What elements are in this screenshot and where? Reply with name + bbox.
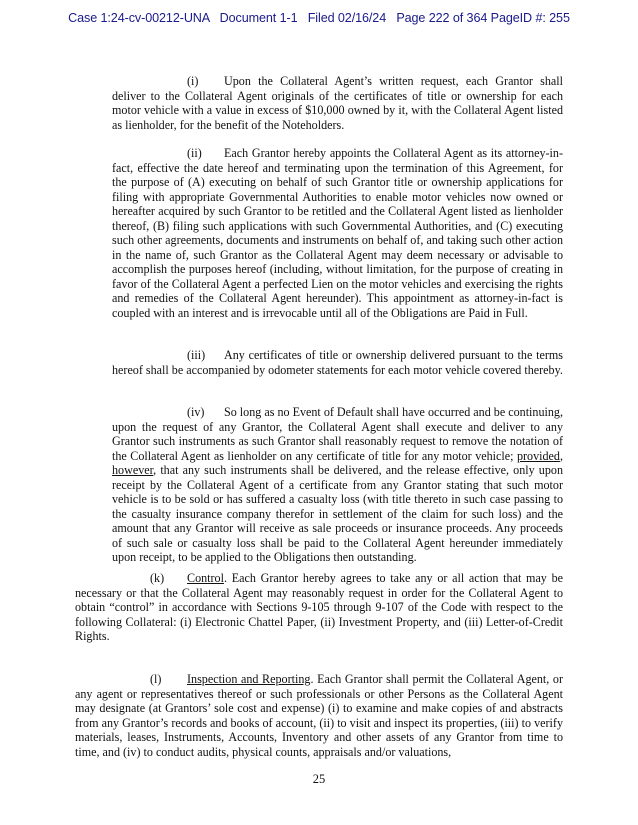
section-number: (l) [150,672,162,686]
underlined-term-however: however [112,463,154,477]
paragraph-iv [112,405,563,565]
section-number: (k) [150,571,165,585]
paragraph-i [112,74,563,132]
section-heading: Control [187,571,224,585]
paragraph-number: (iii) [187,348,206,362]
paragraph-iii [112,348,563,377]
underlined-term-provided: provided [516,448,560,463]
paragraph-number: (iv) [187,405,205,419]
paragraph-text: Each Grantor hereby appoints the Collateral Agent as its attorney-in-fact, effective the date hereof and terminating upon the termination of this Agreement, for the purpose of (A) executing on behalf of such Grantor title or ownership applications for filing with appropriate Governmental Authorities to enable motor vehicles now owned or hereafter acquired by such Grantor to be retitled and the Collateral Agent listed as lienholder thereof, (B) filing such applications with such Governmental Authorities, and (C) executing such other agreements, documents and instruments on behalf of, and taking such other action in the name of, such Grantor as the Collateral Agent may deem necessary or advisable to accomplish the purposes hereof (including, without limitation, for the purpose of creating in favor of the Collateral Agent a perfected Lien on the motor vehicles and exercising the rights and remedies of the Collateral Agent hereunder). This appointment as attorney-in-fact is coupled with an interest and is irrevocable until all of the Obligations are Paid in Full. [112,146,563,320]
page-number: 25 [312,772,326,786]
section-l-inspection [75,672,563,759]
court-filing-header: Case 1:24-cv-00212-UNA Document 1-1 Filed 02/16/24 Page 222 of 364 PageID #: 255 [68,11,570,25]
section-text: . Each Grantor shall permit the Collateral Agent, or any agent or representatives thereof or such professionals or other Persons as the Collateral Agent may designate (at Grantors’ sole cost and expense) (i) to examine and make copies of and abstracts from any Grantor’s records and books of account, (ii) to visit and inspect its properties, (iii) to verify materials, leases, Instruments, Accounts, Inventory and other assets of any Grantor from time to time, and (iv) to conduct audits, physical counts, appraisals and/or valuations, [75,672,563,759]
separator: , [559,448,563,463]
paragraph-text: Upon the Collateral Agent’s written request, each Grantor shall deliver to the Collateral Agent originals of the certificates of title or ownership for each motor vehicle with a value in excess of $10,000 owned by it, with the Collateral Agent listed as lienholder, for the benefit of the Noteholders. [112,74,563,132]
paragraph-ii [112,146,563,320]
section-heading: Inspection and Reporting [187,672,311,686]
paragraph-text-before: So long as no Event of Default shall have occurred and be continuing, upon the request of any Grantor, the Collateral Agent shall execute and deliver to any Grantor such instruments as such Grantor shall reasonably request to remove the notation of the Collateral Agent as lienholder on any certificate of title for any motor vehicle; [112,405,563,463]
paragraph-number: (ii) [187,146,202,160]
section-text: . Each Grantor hereby agrees to take any or all action that may be necessary or that the Collateral Agent may reasonably request in order for the Collateral Agent to obtain “control” in accordance with Sections 9-105 through 9-107 of the Code with respect to the following Collateral: (i) Electronic Chattel Paper, (ii) Investment Property, and (iii) Letter-of-Credit Rights. [75,571,563,643]
paragraph-text: Any certificates of title or ownership delivered pursuant to the terms hereof shall be accompanied by odometer statements for each motor vehicle covered thereby. [112,348,563,377]
paragraph-number: (i) [187,74,199,88]
section-k-control [75,571,563,644]
paragraph-text-after: , that any such instruments shall be delivered, and the release effective, only upon receipt by the Collateral Agent of a certificate from any Grantor stating that such motor vehicle is to be sold or has suffered a casualty loss (with title thereto in such case passing to the casualty insurance company therefor in settlement of the claim for such loss) and the amount that any Grantor will receive as sale proceeds or insurance proceeds. Any proceeds of such sale or casualty loss shall be paid to the Collateral Agent hereunder immediately upon receipt, to be applied to the Obligations then outstanding. [112,463,563,564]
